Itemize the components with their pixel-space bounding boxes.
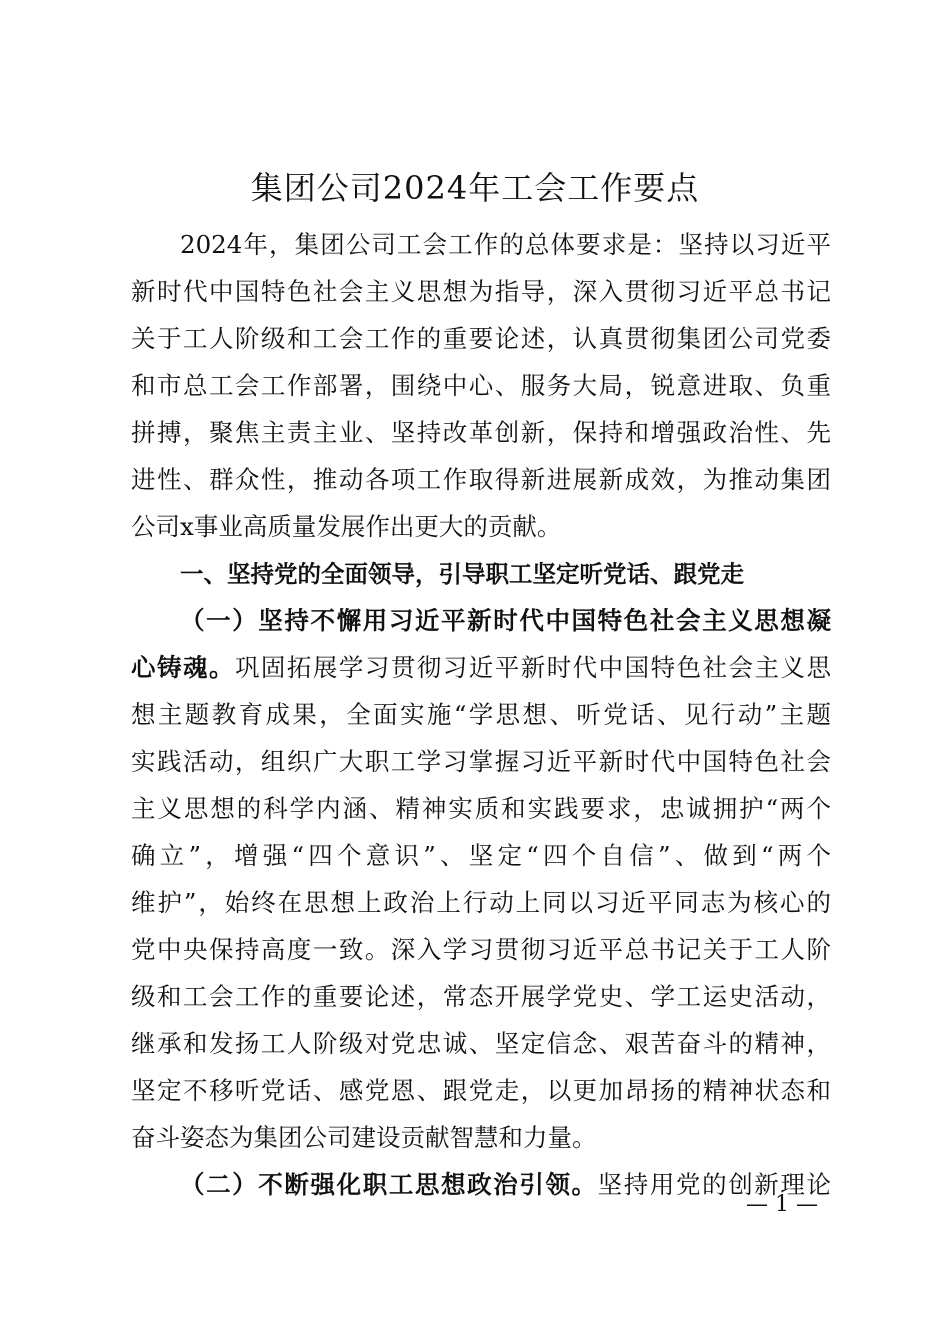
document-title: 集团公司2024年工会工作要点 [250, 169, 700, 207]
body-line: 主义思想的科学内涵、精神实质和实践要求，忠诚拥护“两个 [131, 794, 831, 823]
body-line: 继承和发扬工人阶级对党忠诚、坚定信念、艰苦奋斗的精神， [131, 1029, 831, 1058]
body-line: 级和工会工作的重要论述，常态开展学党史、学工运史活动， [131, 982, 831, 1011]
page-number: — 1 — [746, 1192, 818, 1217]
intro-line: 进性、群众性，推动各项工作取得新进展新成效，为推动集团 [131, 465, 831, 494]
subsection-heading: （二）不断强化职工思想政治引领。 [180, 1170, 598, 1199]
body-line: 确立”，增强“四个意识”、坚定“四个自信”、做到“两个 [131, 841, 831, 870]
subsection-text: 巩固拓展学习贯彻习近平新时代中国特色社会主义思 [234, 653, 832, 682]
subsection-heading: （一）坚持不懈用习近平新时代中国特色社会主义思想凝 [180, 606, 831, 635]
intro-line: 关于工人阶级和工会工作的重要论述，认真贯彻集团公司党委 [131, 324, 831, 353]
intro-line: 新时代中国特色社会主义思想为指导，深入贯彻习近平总书记 [131, 277, 831, 306]
subsection-text: 坚持用党的创新理论 [597, 1170, 832, 1199]
subsection-heading-end: 心铸魂。 [131, 653, 235, 682]
intro-line: 和市总工会工作部署，围绕中心、服务大局，锐意进取、负重 [131, 371, 831, 400]
intro-line: 2024年，集团公司工会工作的总体要求是：坚持以习近平 [180, 230, 831, 259]
section-heading: 一、坚持党的全面领导，引导职工坚定听党话、跟党走 [180, 560, 744, 588]
body-line: 奋斗姿态为集团公司建设贡献智慧和力量。 [131, 1123, 597, 1152]
intro-line: 拼搏，聚焦主责主业、坚持改革创新，保持和增强政治性、先 [131, 418, 831, 447]
intro-line: 公司x事业高质量发展作出更大的贡献。 [131, 512, 562, 541]
subsection-line [180, 1168, 831, 1202]
body-line: 实践活动，组织广大职工学习掌握习近平新时代中国特色社会 [131, 747, 831, 776]
body-line: 党中央保持高度一致。深入学习贯彻习近平总书记关于工人阶 [131, 935, 831, 964]
body-line: 坚定不移听党话、感党恩、跟党走，以更加昂扬的精神状态和 [131, 1076, 831, 1105]
subsection-line [131, 651, 831, 685]
body-line: 维护”，始终在思想上政治上行动上同以习近平同志为核心的 [131, 888, 831, 917]
body-line: 想主题教育成果，全面实施“学思想、听党话、见行动”主题 [131, 700, 831, 729]
